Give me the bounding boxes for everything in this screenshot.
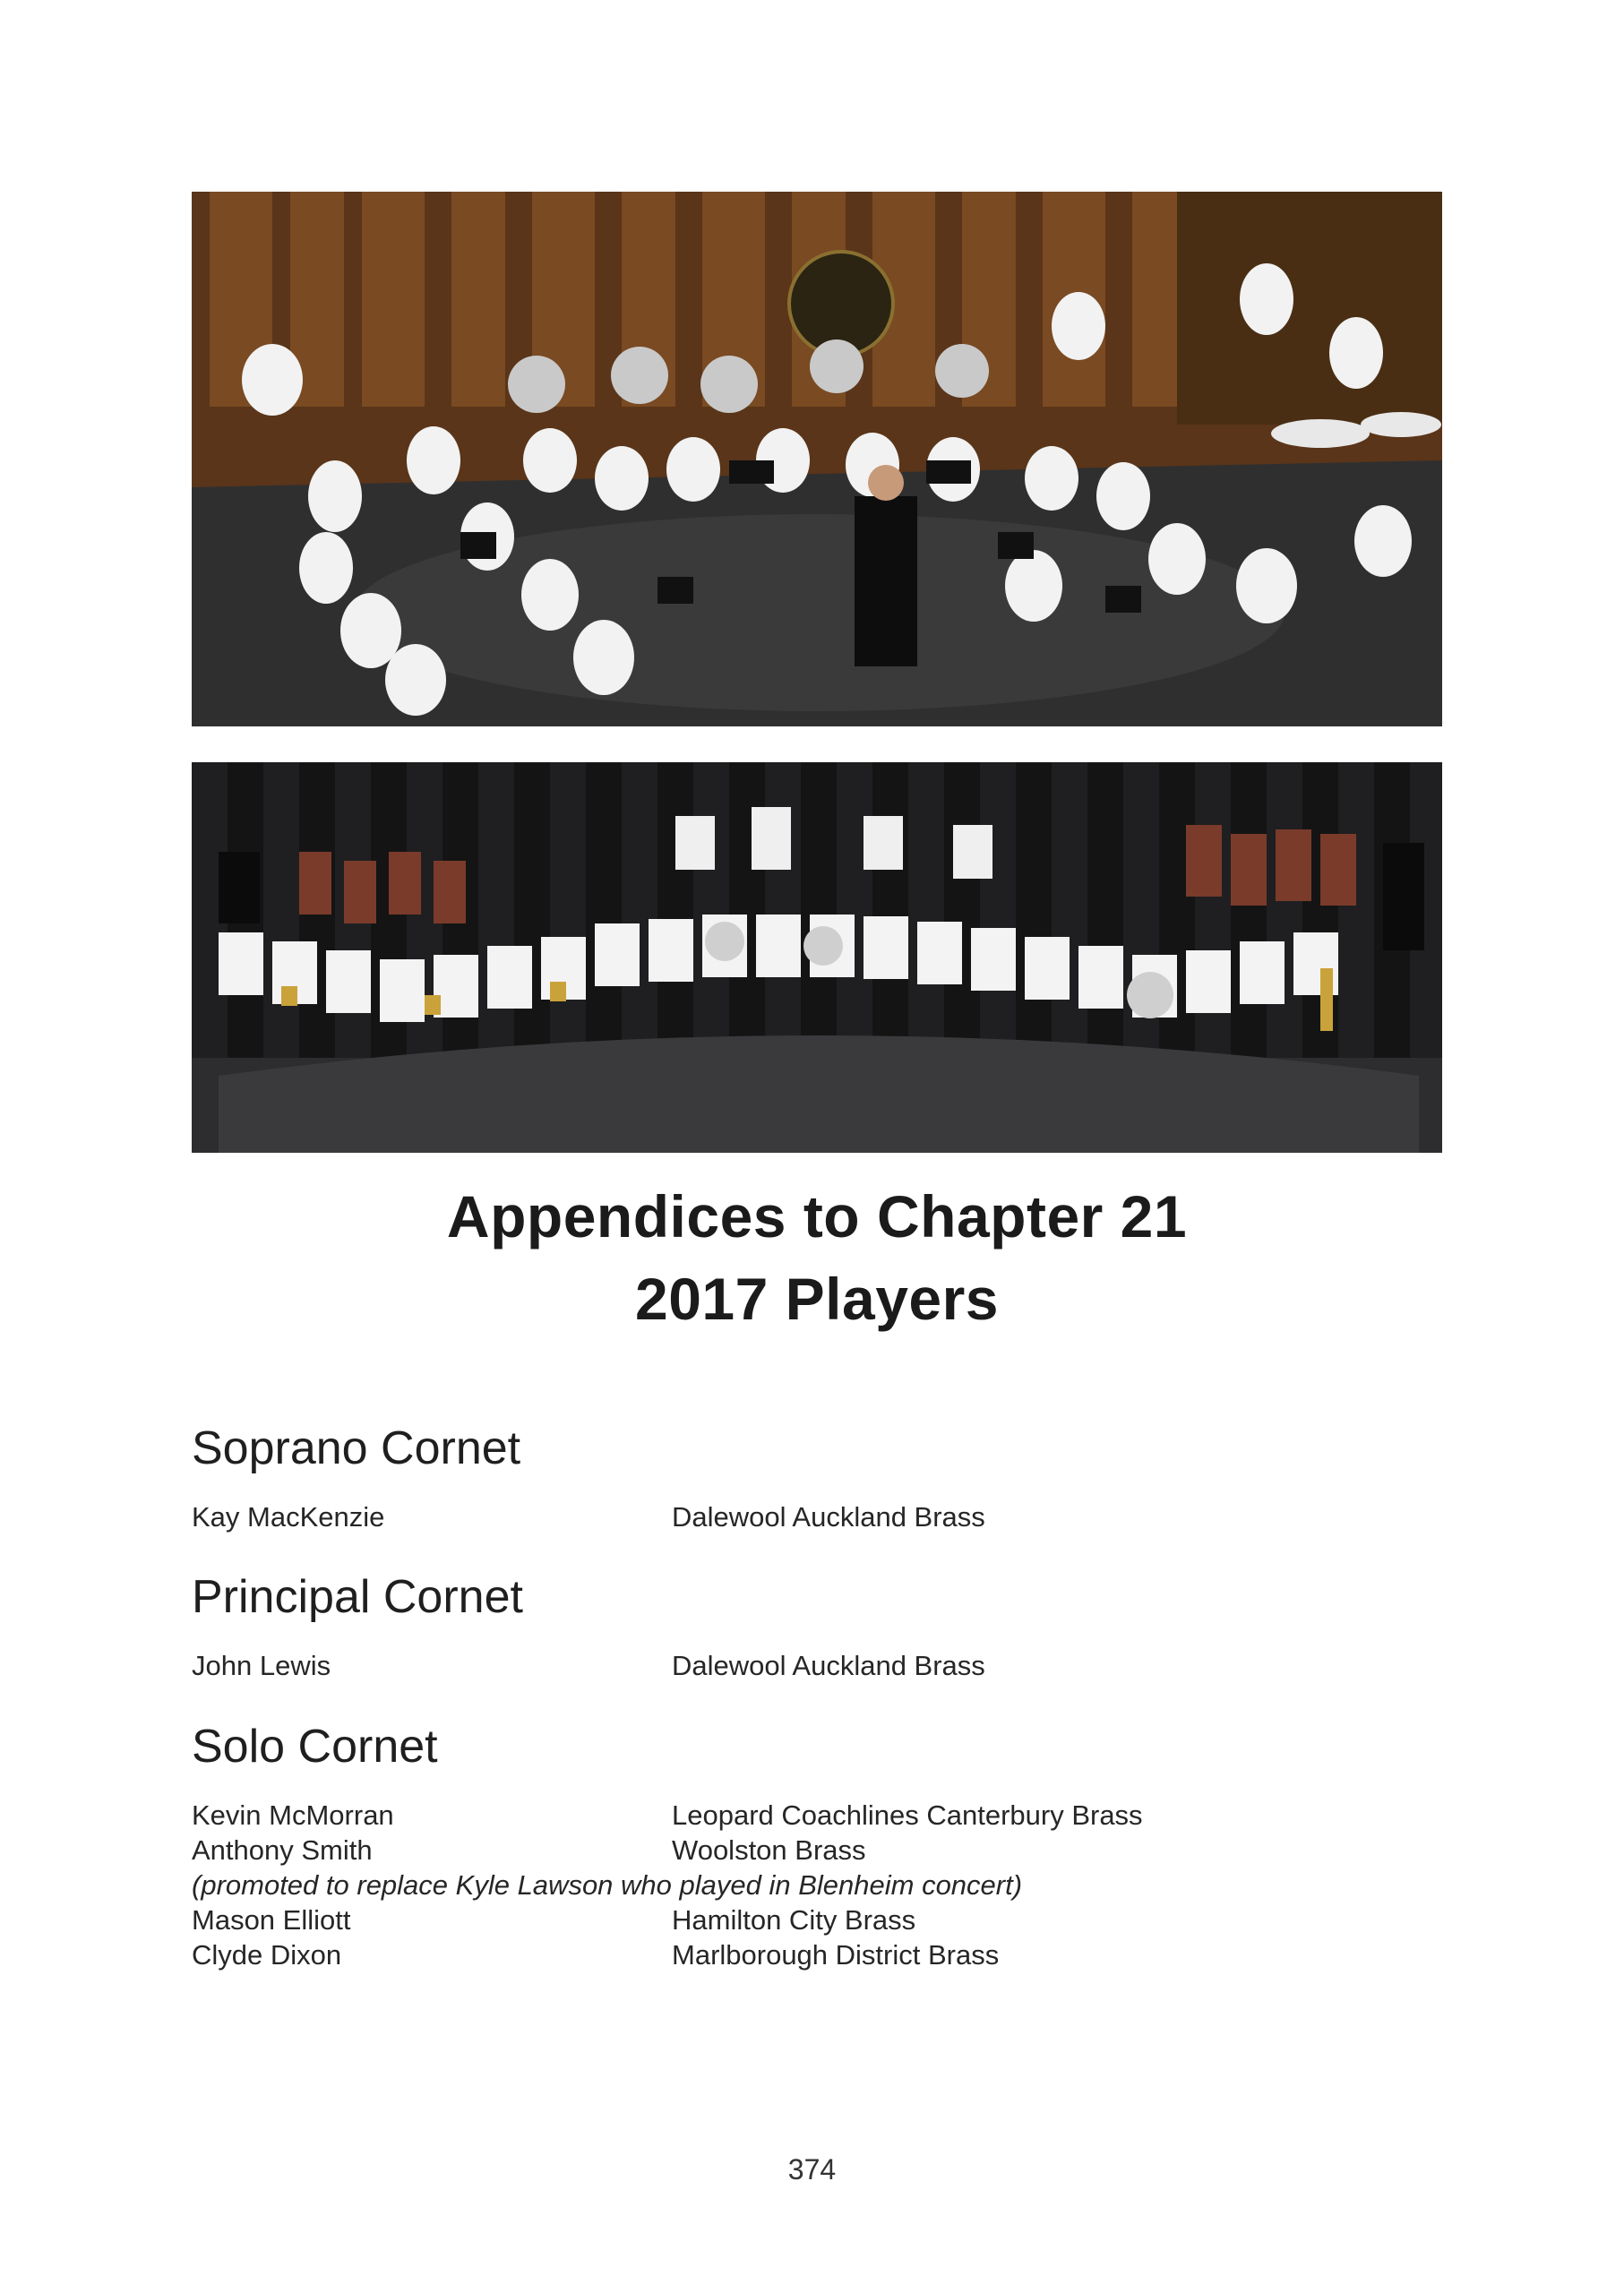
section-heading: Solo Cornet [192, 1721, 438, 1773]
player-name: Kay MacKenzie [192, 1501, 385, 1533]
section-solo-cornet [192, 1719, 1442, 1972]
player-name: Clyde Dixon [192, 1939, 342, 1971]
band-performance-photo [192, 192, 1442, 726]
title-line-1: Appendices to Chapter 21 [446, 1183, 1188, 1250]
player-row [192, 1833, 1442, 1868]
player-row [192, 1499, 1442, 1534]
player-band: Dalewool Auckland Brass [672, 1650, 985, 1681]
player-row [192, 1937, 1442, 1972]
player-band: Hamilton City Brass [672, 1904, 916, 1936]
player-name: Mason Elliott [192, 1904, 351, 1936]
player-name: Anthony Smith [192, 1834, 373, 1866]
player-row [192, 1798, 1442, 1833]
page-title [192, 1175, 1442, 1340]
section-heading: Soprano Cornet [192, 1422, 521, 1474]
player-name: John Lewis [192, 1650, 331, 1681]
title-line-2: 2017 Players [634, 1266, 1000, 1332]
player-row [192, 1902, 1442, 1937]
player-band: Woolston Brass [672, 1834, 866, 1866]
section-principal-cornet [192, 1569, 1442, 1683]
section-soprano-cornet [192, 1421, 1442, 1534]
page-number: 374 [787, 2153, 837, 2186]
player-band: Dalewool Auckland Brass [672, 1501, 985, 1533]
player-row [192, 1648, 1442, 1683]
band-group-photo [192, 762, 1442, 1153]
player-band: Leopard Coachlines Canterbury Brass [672, 1799, 1143, 1831]
player-band: Marlborough District Brass [672, 1939, 1000, 1971]
section-heading: Principal Cornet [192, 1571, 523, 1623]
player-name: Kevin McMorran [192, 1799, 394, 1831]
player-note: (promoted to replace Kyle Lawson who played in Blenheim concert) [192, 1869, 1023, 1901]
